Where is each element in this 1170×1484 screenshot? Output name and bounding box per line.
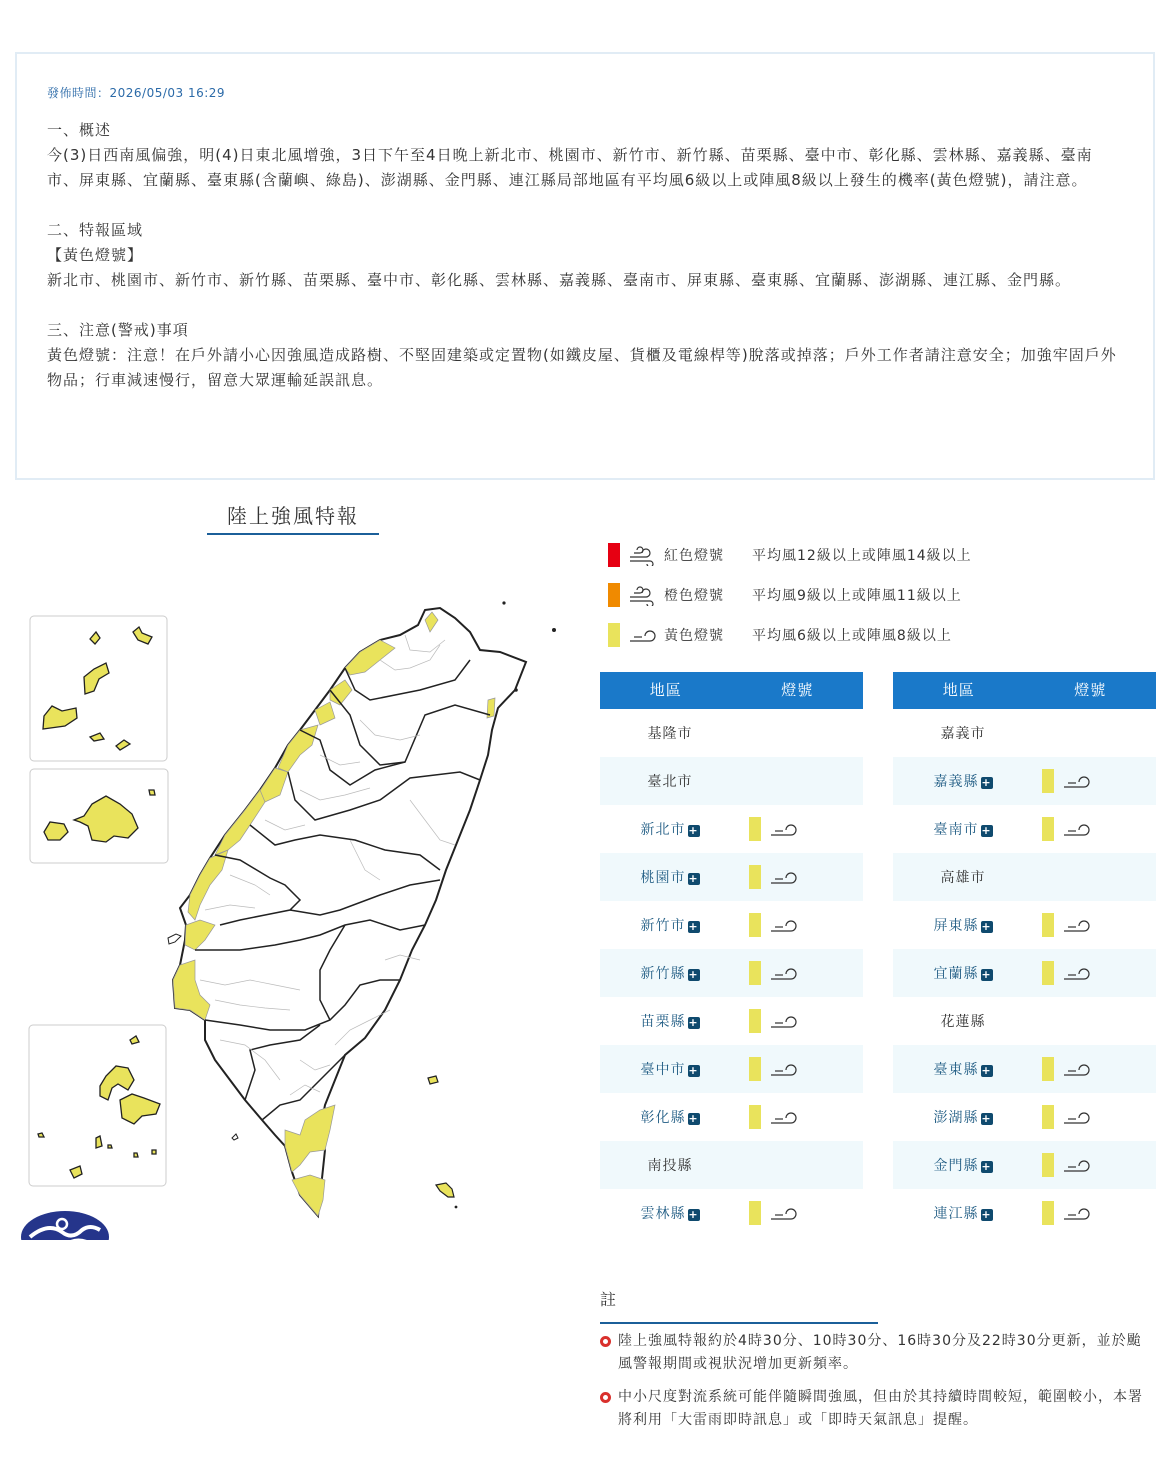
header-signal: 燈號 [781,681,814,699]
section-areas-text: 新北市、桃園市、新竹市、新竹縣、苗栗縣、臺中市、彰化縣、雲林縣、嘉義縣、臺南市、屏東縣、臺東縣、宜蘭縣、澎湖縣、連江縣、金門縣。 [47,271,1072,289]
notes-title: 註 [600,1287,878,1324]
strong-wind-icon [628,584,656,606]
region-label: 基隆市 [647,726,693,742]
wind-icon [769,1059,797,1079]
region-label: 新北市 [640,822,686,838]
table-row [893,1045,1156,1093]
table-row [893,805,1156,853]
expand-plus-icon[interactable]: + [981,1112,992,1125]
section-caution-heading: 三、注意(警戒)事項 [47,321,189,339]
region-label: 花蓮縣 [940,1014,986,1030]
region-link[interactable] [600,1059,740,1079]
expand-plus-icon[interactable]: + [981,968,992,981]
wind-icon [1062,819,1090,839]
signal-cell [1042,817,1090,841]
cwa-logo [21,1211,109,1240]
expand-plus-icon[interactable]: + [981,824,992,837]
wind-icon [769,867,797,887]
table-header [600,672,863,709]
legend-yellow-name: 黃色燈號 [664,628,724,644]
section-caution-text: 黃色燈號：注意！在戶外請小心因強風造成路樹、不堅固建築或定置物(如鐵皮屋、貨櫃及電線桿等)脫落或掉落；戶外工作者請注意安全；加強牢固戶外物品；行車減速慢行，留意大眾運輸延誤訊息。 [47,346,1117,389]
signal-cell [1042,1153,1090,1177]
signal-cell [749,961,797,985]
region-table-left [600,672,863,1237]
yellow-signal-bar [749,817,761,841]
header-signal: 燈號 [1074,681,1107,699]
table-row [893,949,1156,997]
note-item [600,1386,1148,1432]
expand-plus-icon[interactable]: + [981,776,992,789]
yellow-signal-bar [1042,1201,1054,1225]
expand-plus-icon[interactable]: + [981,920,992,933]
table-row [893,1189,1156,1237]
legend-orange-swatch [608,583,620,607]
legend-yellow [608,615,1128,655]
expand-plus-icon[interactable]: + [688,1016,699,1029]
signal-cell [749,913,797,937]
region-name [893,867,1033,887]
region-label: 苗栗縣 [640,1014,686,1030]
wind-icon [769,819,797,839]
header-region: 地區 [649,681,682,699]
region-label: 雲林縣 [640,1206,686,1222]
section-overview-heading: 一、概述 [47,121,112,139]
note-text: 陸上強風特報約於4時30分、10時30分、16時30分及22時30分更新，並於颱風警報期間或視狀況增加更新頻率。 [618,1333,1142,1372]
region-name [600,771,740,791]
yellow-signal-bar [749,1009,761,1033]
table-row [893,997,1156,1045]
yellow-signal-bar [749,1057,761,1081]
region-label: 臺中市 [640,1062,686,1078]
signal-cell [749,1105,797,1129]
yellow-signal-bar [749,1105,761,1129]
expand-plus-icon[interactable]: + [981,1160,992,1173]
legend-yellow-swatch [608,623,620,647]
note-item [600,1330,1148,1376]
yellow-signal-bar [749,1201,761,1225]
legend-red-desc: 平均風12級以上或陣風14級以上 [752,548,972,564]
region-label: 金門縣 [933,1158,979,1174]
bullet-icon [600,1336,611,1347]
signal-cell [1042,1057,1090,1081]
region-name [600,723,740,743]
wind-icon [628,624,656,646]
section-overview-text: 今(3)日西南風偏強，明(4)日東北風增強，3日下午至4日晚上新北市、桃園市、新竹市、新竹縣、苗栗縣、臺中市、彰化縣、雲林縣、嘉義縣、臺南市、屏東縣、宜蘭縣、臺東縣(含蘭嶼、綠島)、澎湖縣、金門縣、連江縣局部地區有平均風6級以上或陣風8級以上發生的機率(黃色燈號)，請注意。 [47,146,1093,189]
legend-orange-desc: 平均風9級以上或陣風11級以上 [752,588,962,604]
header-region: 地區 [942,681,975,699]
small-islet [232,1134,238,1140]
expand-plus-icon[interactable]: + [688,920,699,933]
region-label: 臺南市 [933,822,979,838]
region-name [893,723,1033,743]
signal-cell [749,865,797,889]
wind-icon [1062,1107,1090,1127]
yellow-signal-bar [1042,817,1054,841]
legend-orange-name: 橙色燈號 [664,588,724,604]
region-label: 澎湖縣 [933,1110,979,1126]
region-link[interactable] [893,1203,1033,1223]
table-header [893,672,1156,709]
wind-icon [769,915,797,935]
wind-icon [769,1107,797,1127]
yellow-signal-bar [1042,1057,1054,1081]
region-label: 嘉義市 [940,726,986,742]
region-link[interactable] [893,915,1033,935]
region-link[interactable] [893,771,1033,791]
yellow-signal-bar [749,961,761,985]
signal-cell [1042,1201,1090,1225]
signal-cell [1042,769,1090,793]
legend-red-name: 紅色燈號 [664,548,724,564]
strong-wind-icon [628,544,656,566]
table-row [600,1189,863,1237]
signal-cell [1042,913,1090,937]
note-text: 中小尺度對流系統可能伴隨瞬間強風，但由於其持續時間較短，範圍較小，本署將利用「大雷雨即時訊息」或「即時天氣訊息」提醒。 [618,1389,1143,1428]
yellow-signal-bar [1042,1105,1054,1129]
section-areas-subheading: 【黃色燈號】 [47,246,144,264]
wind-icon [769,1203,797,1223]
region-link[interactable] [600,1011,740,1031]
table-row [893,757,1156,805]
warning-map [0,540,580,1240]
region-name [893,1011,1033,1031]
region-label: 屏東縣 [933,918,979,934]
expand-plus-icon[interactable]: + [981,1064,992,1077]
section-areas-heading: 二、特報區域 [47,221,144,239]
region-link[interactable] [893,1107,1033,1127]
wind-icon [1062,963,1090,983]
region-link[interactable] [600,963,740,983]
region-link[interactable] [893,1155,1033,1175]
region-label: 臺北市 [647,774,693,790]
legend-red [608,535,1128,575]
table-row [893,1093,1156,1141]
table-row [600,949,863,997]
table-row [600,805,863,853]
yellow-signal-bar [1042,769,1054,793]
region-table-right [893,672,1156,1237]
signal-cell [1042,1105,1090,1129]
yellow-signal-bar [1042,961,1054,985]
signal-cell [749,817,797,841]
region-link[interactable] [600,1203,740,1223]
yellow-signal-bar [1042,1153,1054,1177]
table-row [893,1141,1156,1189]
table-row [600,1141,863,1189]
wind-icon [769,963,797,983]
region-label: 新竹縣 [640,966,686,982]
legend-red-swatch [608,543,620,567]
taiwan-main-island [173,608,526,1216]
expand-plus-icon[interactable]: + [688,1208,699,1221]
yellow-signal-bar [749,865,761,889]
table-row [893,853,1156,901]
signal-cell [1042,961,1090,985]
bullet-icon [600,1392,611,1403]
region-link[interactable] [600,1107,740,1127]
table-row [600,901,863,949]
region-label: 桃園市 [640,870,686,886]
wind-icon [1062,1059,1090,1079]
region-link[interactable] [893,963,1033,983]
wind-icon [769,1011,797,1031]
region-label: 連江縣 [933,1206,979,1222]
table-row [600,1093,863,1141]
table-row [600,709,863,757]
table-row [600,1045,863,1093]
legend-orange [608,575,1128,615]
region-label: 臺東縣 [933,1062,979,1078]
table-row [600,853,863,901]
signal-legend [608,535,1128,655]
region-label: 嘉義縣 [933,774,979,790]
yellow-signal-bar [1042,913,1054,937]
signal-cell [749,1201,797,1225]
signal-cell [749,1057,797,1081]
table-row [893,901,1156,949]
signal-cell [749,1009,797,1033]
wind-icon [1062,915,1090,935]
table-row [600,997,863,1045]
wind-icon [1062,1155,1090,1175]
region-link[interactable] [600,867,740,887]
small-islet [168,934,181,944]
region-name [600,1155,740,1175]
taiwan-map [0,540,580,1240]
publish-time: 發佈時間：2026/05/03 16:29 [47,86,226,100]
region-link[interactable] [893,819,1033,839]
bulletin-panel [15,52,1155,480]
region-label: 宜蘭縣 [933,966,979,982]
yellow-signal-bar [749,913,761,937]
table-row [893,709,1156,757]
region-link[interactable] [600,915,740,935]
expand-plus-icon[interactable]: + [688,824,699,837]
notes-list [600,1330,1148,1442]
region-link[interactable] [600,819,740,839]
expand-plus-icon[interactable]: + [688,872,699,885]
region-label: 新竹市 [640,918,686,934]
region-link[interactable] [893,1059,1033,1079]
expand-plus-icon[interactable]: + [688,1112,699,1125]
region-label: 高雄市 [940,870,986,886]
wind-icon [1062,1203,1090,1223]
wind-icon [1062,771,1090,791]
region-label: 南投縣 [647,1158,693,1174]
region-label: 彰化縣 [640,1110,686,1126]
table-row [600,757,863,805]
expand-plus-icon[interactable]: + [688,968,699,981]
map-title: 陸上強風特報 [207,500,379,535]
legend-yellow-desc: 平均風6級以上或陣風8級以上 [752,628,952,644]
expand-plus-icon[interactable]: + [688,1064,699,1077]
expand-plus-icon[interactable]: + [981,1208,992,1221]
outlying-islands [428,1076,454,1197]
